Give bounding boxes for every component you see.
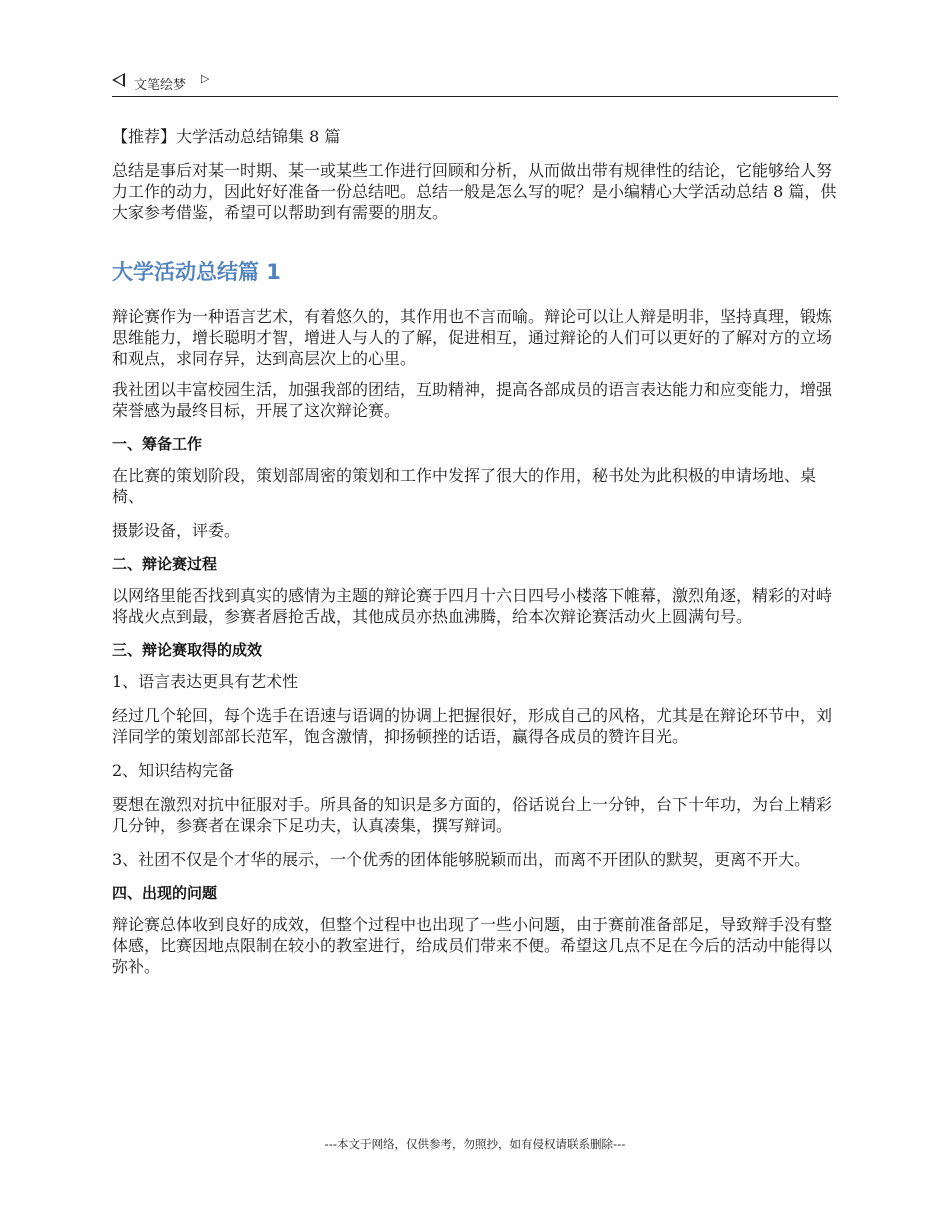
header-brand: 文笔绘梦 [134,78,187,93]
intro-paragraph: 总结是事后对某一时期、某一或某些工作进行回顾和分析，从而做出带有规律性的结论，它能够给人努力工作的动力，因此好好准备一份总结吧。总结一般是怎么写的呢？是小编精心大学活动总结 8 篇，供大家参考借鉴，希望可以帮助到有需要的朋友。 [112,161,837,222]
paragraph-6: 经过几个轮回，每个选手在语速与语调的协调上把握很好，形成自己的风格，尤其是在辩论环节中，刘洋同学的策划部部长范军，饱含激情，抑扬顿挫的话语，赢得各成员的赞许目光。 [112,706,833,746]
section-heading: 大学活动总结篇 1 [112,260,281,284]
paragraph-1: 辩论赛作为一种语言艺术，有着悠久的，其作用也不言而喻。辩论可以让人辩是明非，坚持真理，锻炼思维能力，增长聪明才智，增进人与人的了解，促进相互，通过辩论的人们可以更好的了解对方的立场和观点，求同存异，达到高层次上的心里。 [112,307,833,368]
paragraph-4: 摄影设备，评委。 [112,521,241,540]
subheading-preparation: 一、筹备工作 [112,435,203,453]
paragraph-3: 在比赛的策划阶段，策划部周密的策划和工作中发挥了很大的作用，秘书处为此积极的申请场地、桌椅、 [112,466,817,506]
paragraph-2: 我社团以丰富校园生活，加强我部的团结，互助精神，提高各部成员的语言表达能力和应变能力，增强荣誉感为最终目标，开展了这次辩论赛。 [112,380,833,420]
triangle-right-icon: ▷ [201,72,210,85]
document-title-line: 【推荐】大学活动总结锦集 8 篇 [112,127,341,146]
footer-disclaimer: ---本文于网络，仅供参考，勿照抄，如有侵权请联系删除--- [324,1137,626,1151]
result-item-2: 2、知识结构完备 [112,761,235,780]
paragraph-7: 要想在激烈对抗中征服对手。所具备的知识是多方面的，俗话说台上一分钟，台下十年功，为台上精彩几分钟，参赛者在课余下足功夫，认真凑集，撰写辩词。 [112,795,833,835]
subheading-results: 三、辩论赛取得的成效 [112,641,263,659]
paragraph-5: 以网络里能否找到真实的感情为主题的辩论赛于四月十六日四号小楼落下帷幕，激烈角逐，精彩的对峙将战火点到最，参赛者唇抢舌战，其他成员亦热血沸腾，给本次辩论赛活动火上圆满句号。 [112,586,833,626]
result-item-1: 1、语言表达更具有艺术性 [112,672,299,691]
paragraph-9: 辩论赛总体收到良好的成效，但整个过程中也出现了一些小问题，由于赛前准备部足，导致辩手没有整体感，比赛因地点限制在较小的教室进行，给成员们带来不便。希望这几点不足在今后的活动中能得以弥补。 [112,915,833,976]
paragraph-8: 3、社团不仅是个才华的展示，一个优秀的团体能够脱颖而出，而离不开团队的默契，更离不开大。 [112,850,811,869]
triangle-left-icon [112,73,125,87]
page-header [112,70,838,97]
subheading-problems: 四、出现的问题 [112,884,218,902]
subheading-process: 二、辩论赛过程 [112,555,218,573]
document-body [112,126,842,987]
